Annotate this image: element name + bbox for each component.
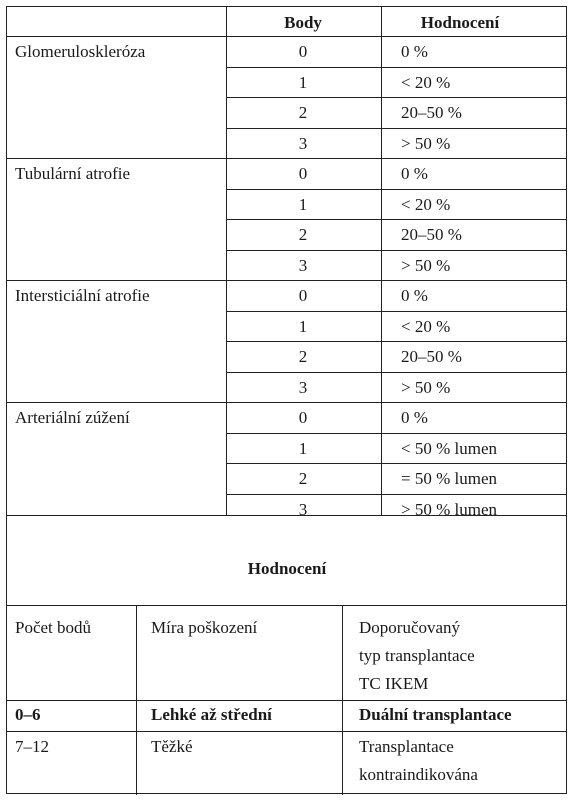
score-table (6, 6, 567, 794)
col-divider-1 (226, 7, 227, 515)
rating-cell: 20–50 % (401, 347, 462, 366)
eval-header-top (7, 605, 566, 606)
rating-cell: < 50 % lumen (401, 438, 497, 458)
row-divider (226, 67, 566, 68)
eval-row-2-points: 7–12 (15, 737, 49, 756)
header-points: Body (284, 13, 322, 32)
eval-row-2-type-1: Transplantace (359, 737, 454, 756)
eval-row-1-damage: Lehké až střední (151, 705, 272, 724)
points-cell: 0 (298, 408, 308, 427)
rating-cell: < 20 % (401, 194, 451, 214)
points-cell: 3 (298, 255, 308, 275)
row-divider (226, 250, 566, 251)
row-divider (226, 219, 566, 220)
rating-cell: > 50 % lumen (401, 499, 497, 519)
row-divider (226, 463, 566, 464)
points-cell: 3 (298, 133, 308, 153)
header-rating: Hodnocení (420, 13, 500, 32)
rating-cell: > 50 % (401, 133, 451, 153)
rating-cell: > 50 % (401, 255, 451, 275)
rating-cell: > 50 % (401, 377, 451, 397)
eval-row-1-points: 0–6 (15, 705, 41, 724)
points-cell: 1 (298, 72, 308, 92)
points-cell: 2 (298, 347, 308, 366)
eval-row-2-type-2: kontraindikována (359, 765, 478, 784)
group-name: Glomeruloskleróza (15, 42, 146, 61)
points-cell: 3 (298, 377, 308, 397)
rating-cell: = 50 % lumen (401, 469, 497, 488)
points-cell: 2 (298, 469, 308, 488)
eval-row-2-damage: Těžké (151, 737, 193, 756)
row-divider (226, 311, 566, 312)
row-divider (226, 372, 566, 373)
row-divider (226, 341, 566, 342)
eval-header-damage: Míra poškození (151, 618, 258, 637)
rating-cell: < 20 % (401, 72, 451, 92)
group-divider (7, 402, 566, 403)
row-divider (226, 189, 566, 190)
points-cell: 2 (298, 103, 308, 122)
points-cell: 1 (298, 438, 308, 458)
rating-cell: 20–50 % (401, 103, 462, 122)
points-cell: 0 (298, 42, 308, 61)
eval-header-type-3: TC IKEM (359, 674, 429, 693)
points-cell: 0 (298, 286, 308, 305)
row-divider (226, 128, 566, 129)
header-divider (7, 36, 566, 37)
points-cell: 1 (298, 316, 308, 336)
rating-cell: 0 % (401, 286, 428, 305)
eval-row-divider-1 (7, 700, 566, 701)
group-name: Tubulární atrofie (15, 164, 131, 183)
group-divider (7, 280, 566, 281)
rating-cell: < 20 % (401, 316, 451, 336)
group-name: Arteriální zúžení (15, 408, 130, 427)
points-cell: 3 (298, 499, 308, 519)
eval-header-type-2: typ transplantace (359, 646, 475, 665)
eval-header-type-1: Doporučovaný (359, 618, 461, 637)
rating-cell: 20–50 % (401, 225, 462, 244)
row-divider (226, 97, 566, 98)
rating-cell: 0 % (401, 42, 428, 61)
eval-row-divider-2 (7, 731, 566, 732)
rating-cell: 0 % (401, 408, 428, 427)
points-cell: 0 (298, 164, 308, 183)
evaluation-title: Hodnocení (247, 559, 327, 578)
points-cell: 1 (298, 194, 308, 214)
eval-header-points: Počet bodů (15, 618, 92, 637)
group-divider (7, 158, 566, 159)
row-divider (226, 433, 566, 434)
group-name: Intersticiální atrofie (15, 286, 150, 305)
points-cell: 2 (298, 225, 308, 244)
rating-cell: 0 % (401, 164, 428, 183)
col-divider-2 (381, 7, 382, 515)
row-divider (226, 494, 566, 495)
eval-row-1-type: Duální transplantace (359, 705, 512, 724)
